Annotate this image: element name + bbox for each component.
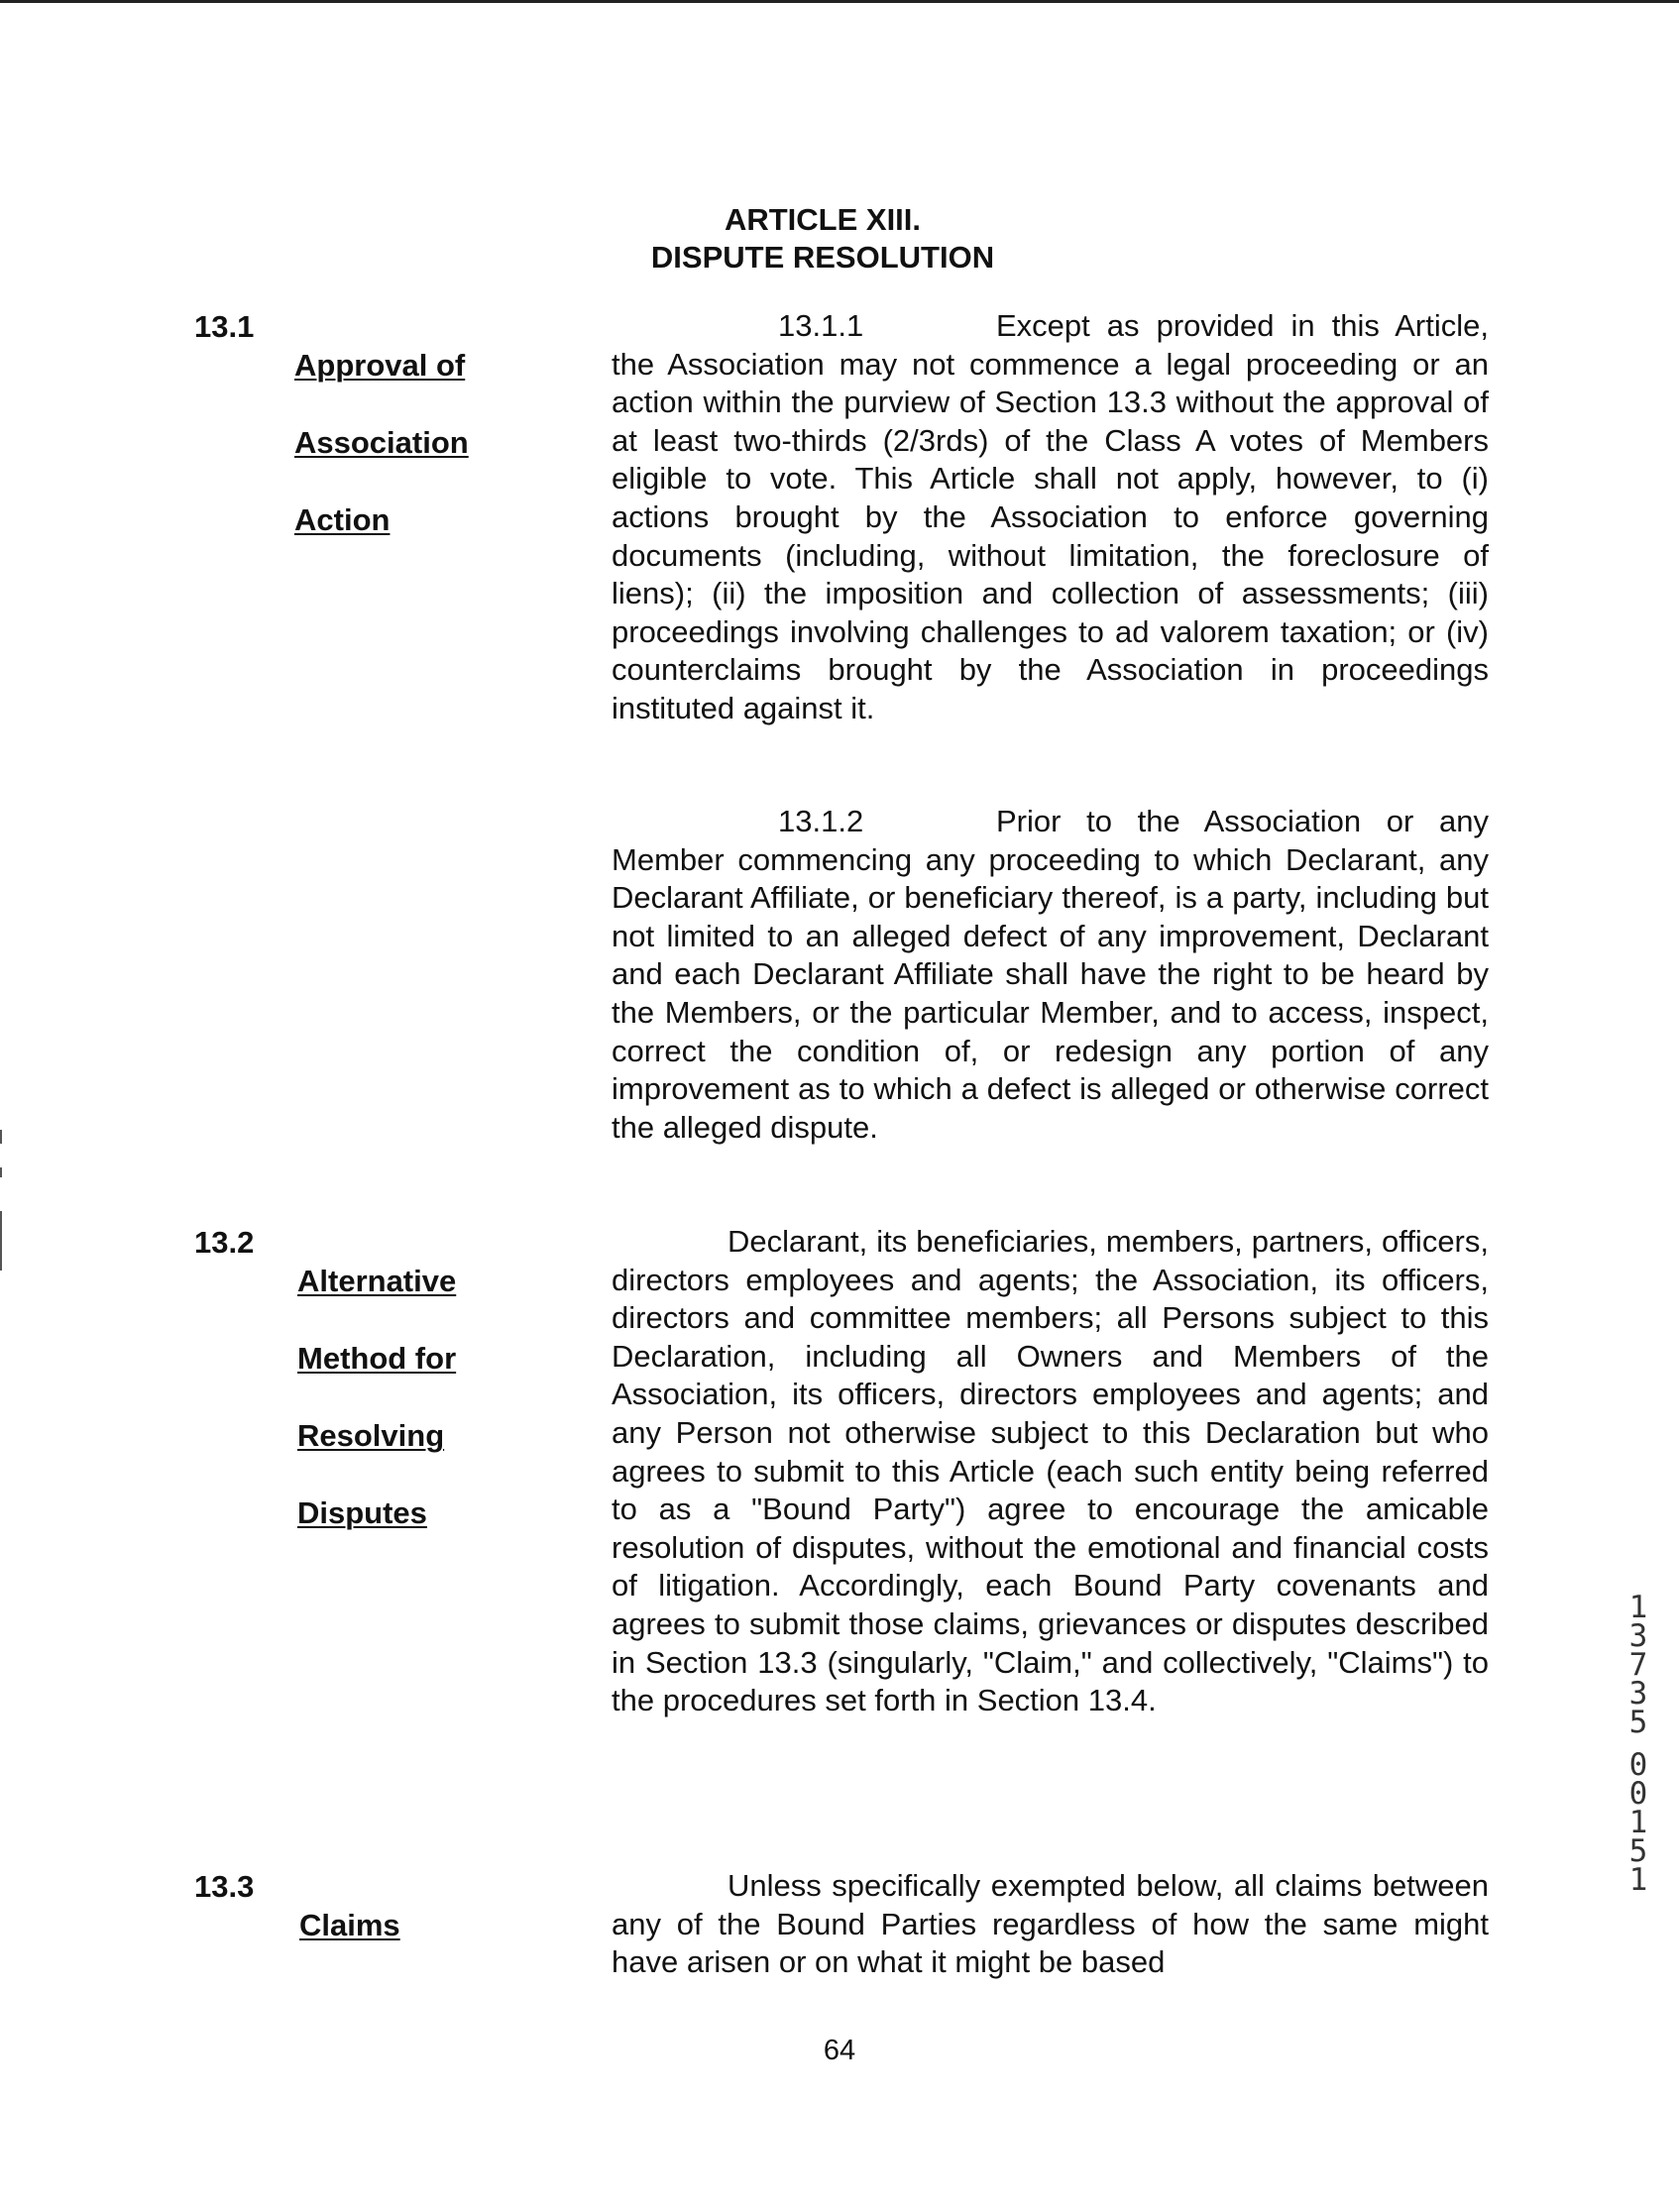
section-title-line: Action bbox=[294, 502, 391, 537]
paragraph-13-2 bbox=[612, 1223, 1489, 1720]
section-number: 13.1 bbox=[194, 309, 255, 344]
stamp-digit: 1 bbox=[1628, 1805, 1648, 1840]
scan-margin-mark bbox=[0, 1167, 2, 1177]
section-title-line: Claims bbox=[299, 1908, 400, 1942]
section-title bbox=[299, 1867, 400, 1983]
article-title: DISPUTE RESOLUTION bbox=[650, 240, 995, 275]
stamp-digit: 5 bbox=[1628, 1705, 1648, 1740]
paragraph-number: 13.1.2 bbox=[778, 804, 864, 838]
stamp-digit: 7 bbox=[1628, 1647, 1648, 1683]
section-title-line: Disputes bbox=[297, 1495, 427, 1530]
stamp-digit: 1 bbox=[1628, 1862, 1648, 1898]
paragraph-13-3 bbox=[612, 1867, 1489, 1982]
paragraph-text: Except as provided in this Article, the Association may not commence a legal proceeding or an action within the purview of Section 13.3 without the approval of at least two-thirds (2/3rds) of the Class A votes of Members eligible to vote. This Article shall not apply, however, to (i) actions brought by the Association to enforce governing documents (including, without limitation, the foreclosure of liens); (ii) the imposition and collection of assessments; (iii) proceedings involving challenges to ad valorem taxation; or (iv) counterclaims brought by the Association in proceedings instituted against it. bbox=[612, 308, 1489, 725]
recording-stamp bbox=[1622, 1590, 1655, 1898]
paragraph-text: Prior to the Association or any Member commencing any proceeding to which Declarant, any Declarant Affiliate, or beneficiary thereof, is a party, including but not limited to an alleged defect of any improvement, Declarant and each Declarant Affiliate shall have the right to be heard by the Members, or the particular Member, and to access, inspect, correct the condition of, or redesign any portion of any improvement as to which a defect is alleged or otherwise correct the alleged dispute. bbox=[612, 804, 1489, 1145]
article-number: ARTICLE XIII. bbox=[724, 202, 922, 237]
paragraph-13-1-2 bbox=[612, 803, 1489, 1147]
paragraph-number: 13.1.1 bbox=[778, 308, 864, 343]
scan-margin-mark bbox=[0, 1211, 2, 1271]
scan-margin-mark bbox=[0, 1130, 2, 1144]
section-title bbox=[297, 1223, 456, 1571]
paragraph-text: Declarant, its beneficiaries, members, partners, officers, directors employees and agents; the Association, its officers, directors and committee members; all Persons subject to this Declaration, including all Owners and Members of the Association, its officers, directors employees and agents; and any Person not otherwise subject to this Declaration but who agrees to submit to this Article (each such entity being referred to as a "Bound Party") agree to encourage the amicable resolution of disputes, without the emotional and financial costs of litigation. Accordingly, each Bound Party covenants and agrees to submit those claims, grievances or disputes described in Section 13.3 (singularly, "Claim," and collectively, "Claims") to the procedures set forth in Section 13.4. bbox=[612, 1224, 1489, 1718]
page-number: 64 bbox=[823, 2035, 856, 2066]
stamp-digit: 3 bbox=[1628, 1676, 1648, 1712]
stamp-digit: 1 bbox=[1628, 1590, 1648, 1625]
section-title-line: Association bbox=[294, 425, 469, 460]
paragraph-text: Unless specifically exempted below, all claims between any of the Bound Parties regardless of how the same might have arisen or on what it might be based bbox=[612, 1868, 1489, 1980]
stamp-digit: 0 bbox=[1628, 1747, 1648, 1783]
section-title bbox=[294, 307, 469, 578]
section-title-line: Alternative bbox=[297, 1264, 457, 1298]
section-title-line: Approval of bbox=[294, 348, 466, 383]
stamp-digit: 3 bbox=[1628, 1618, 1648, 1654]
section-number: 13.3 bbox=[194, 1869, 255, 1904]
section-title-line: Method for bbox=[297, 1341, 457, 1376]
scan-top-border bbox=[0, 0, 1679, 3]
stamp-digit: 0 bbox=[1628, 1776, 1648, 1812]
stamp-digit: 5 bbox=[1628, 1833, 1648, 1869]
section-title-line: Resolving bbox=[297, 1418, 445, 1453]
section-number: 13.2 bbox=[194, 1225, 255, 1260]
paragraph-13-1-1 bbox=[612, 307, 1489, 728]
